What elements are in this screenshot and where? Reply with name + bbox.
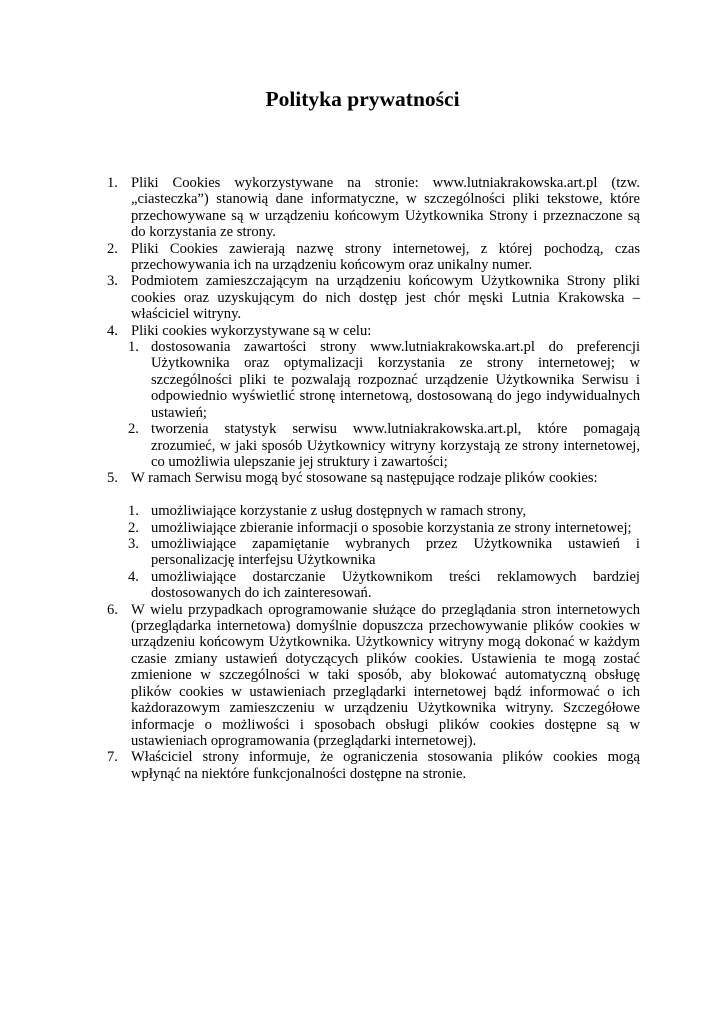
sub-item-text: umożliwiające korzystanie z usług dostępnych w ramach strony, [151, 503, 527, 520]
sub-list-item [107, 536, 640, 569]
sub-item-number: 1. [128, 503, 139, 520]
list-item [107, 273, 640, 322]
list-item [107, 175, 640, 241]
item-text: Podmiotem zamieszczającym na urządzeniu końcowym Użytkownika Strony pliki cookies oraz uzyskującym do nich dostęp jest chór męski Lutnia Krakowska – właściciel witryny. [131, 273, 640, 323]
item-number: 4. [107, 322, 118, 339]
item-number: 1. [107, 175, 118, 191]
sub-list-item [107, 503, 640, 519]
page-title: Polityka prywatności [265, 87, 460, 111]
sub-list-item [107, 520, 640, 536]
sub-item-text: umożliwiające zapamiętanie wybranych przez Użytkownika ustawień i personalizację interfejsu Użytkownika [151, 536, 640, 569]
spacer [107, 487, 640, 504]
sub-list-item [107, 421, 640, 470]
sub-item-number: 2. [128, 421, 139, 438]
item-number: 6. [107, 601, 118, 618]
item-text: W ramach Serwisu mogą być stosowane są następujące rodzaje plików cookies: [131, 470, 598, 487]
item-number: 5. [107, 470, 118, 487]
sub-item-number: 1. [128, 339, 139, 356]
list-item [107, 470, 640, 486]
sub-list-item [107, 569, 640, 602]
sub-item-number: 4. [128, 568, 139, 585]
list-item [107, 323, 640, 339]
list-item [107, 241, 640, 274]
sub-list-item [107, 339, 640, 421]
sub-item-text: dostosowania zawartości strony www.lutniakrakowska.art.pl do preferencji Użytkownika oraz optymalizacji korzystania ze strony internetowej; w szczególności pliki te pozwalają rozpoznać urządzenie Użytkownika Serwisu i odpowiednio wyświetlić stronę internetową, dostosowaną do jego indywidualnych ustawień; [151, 339, 640, 421]
item-text: Pliki Cookies wykorzystywane na stronie: www.lutniakrakowska.art.pl (tzw. „ciasteczka”) stanowią dane informatyczne, w szczególności pliki tekstowe, które przechowywane są w urządzeniu końcowym Użytkownika Strony i przeznaczone są do korzystania ze strony. [131, 175, 640, 241]
list-item [107, 749, 640, 782]
item-text: Pliki Cookies zawierają nazwę strony internetowej, z której pochodzą, czas przechowywania ich na urządzeniu końcowym oraz unikalny numer. [131, 240, 640, 274]
item-text: W wielu przypadkach oprogramowanie służące do przeglądania stron internetowych (przeglądarka internetowa) domyślnie dopuszcza przechowywanie plików cookies w urządzeniu końcowym Użytkownika. Użytkownicy witryny mogą dokonać w każdym czasie zmiany ustawień dotyczących plików cookies. Ustawienia te mogą zostać zmienione w szczególności w taki sposób, aby blokować automatyczną obsługę plików cookies w ustawieniach przeglądarki internetowej bądź informować o ich każdorazowym zamieszczeniu w urządzeniu Użytkownika witryny. Szczegółowe informacje o możliwości i sposobach obsługi plików cookies dostępne są w ustawieniach oprogramowania (przeglądarki internetowej). [131, 601, 640, 749]
item-number: 7. [107, 749, 118, 766]
sub-item-text: umożliwiające zbieranie informacji o sposobie korzystania ze strony internetowej; [151, 519, 632, 536]
item-number: 3. [107, 273, 118, 290]
item-text: Właściciel strony informuje, że ograniczenia stosowania plików cookies mogą wpłynąć na niektóre funkcjonalności dostępne na stronie. [131, 749, 640, 782]
policy-list [107, 175, 640, 782]
sub-item-text: umożliwiające dostarczanie Użytkownikom treści reklamowych bardziej dostosowanych do ich zainteresowań. [151, 568, 640, 602]
sub-item-text: tworzenia statystyk serwisu www.lutniakrakowska.art.pl, które pomagają zrozumieć, w jaki sposób Użytkownicy witryny korzystają ze strony internetowej, co umożliwia ulepszanie jej struktury i zawartości; [151, 421, 640, 470]
list-item [107, 602, 640, 750]
sub-item-number: 3. [128, 536, 139, 553]
item-number: 2. [107, 240, 118, 257]
item-text: Pliki cookies wykorzystywane są w celu: [131, 322, 372, 339]
sub-item-number: 2. [128, 519, 139, 536]
